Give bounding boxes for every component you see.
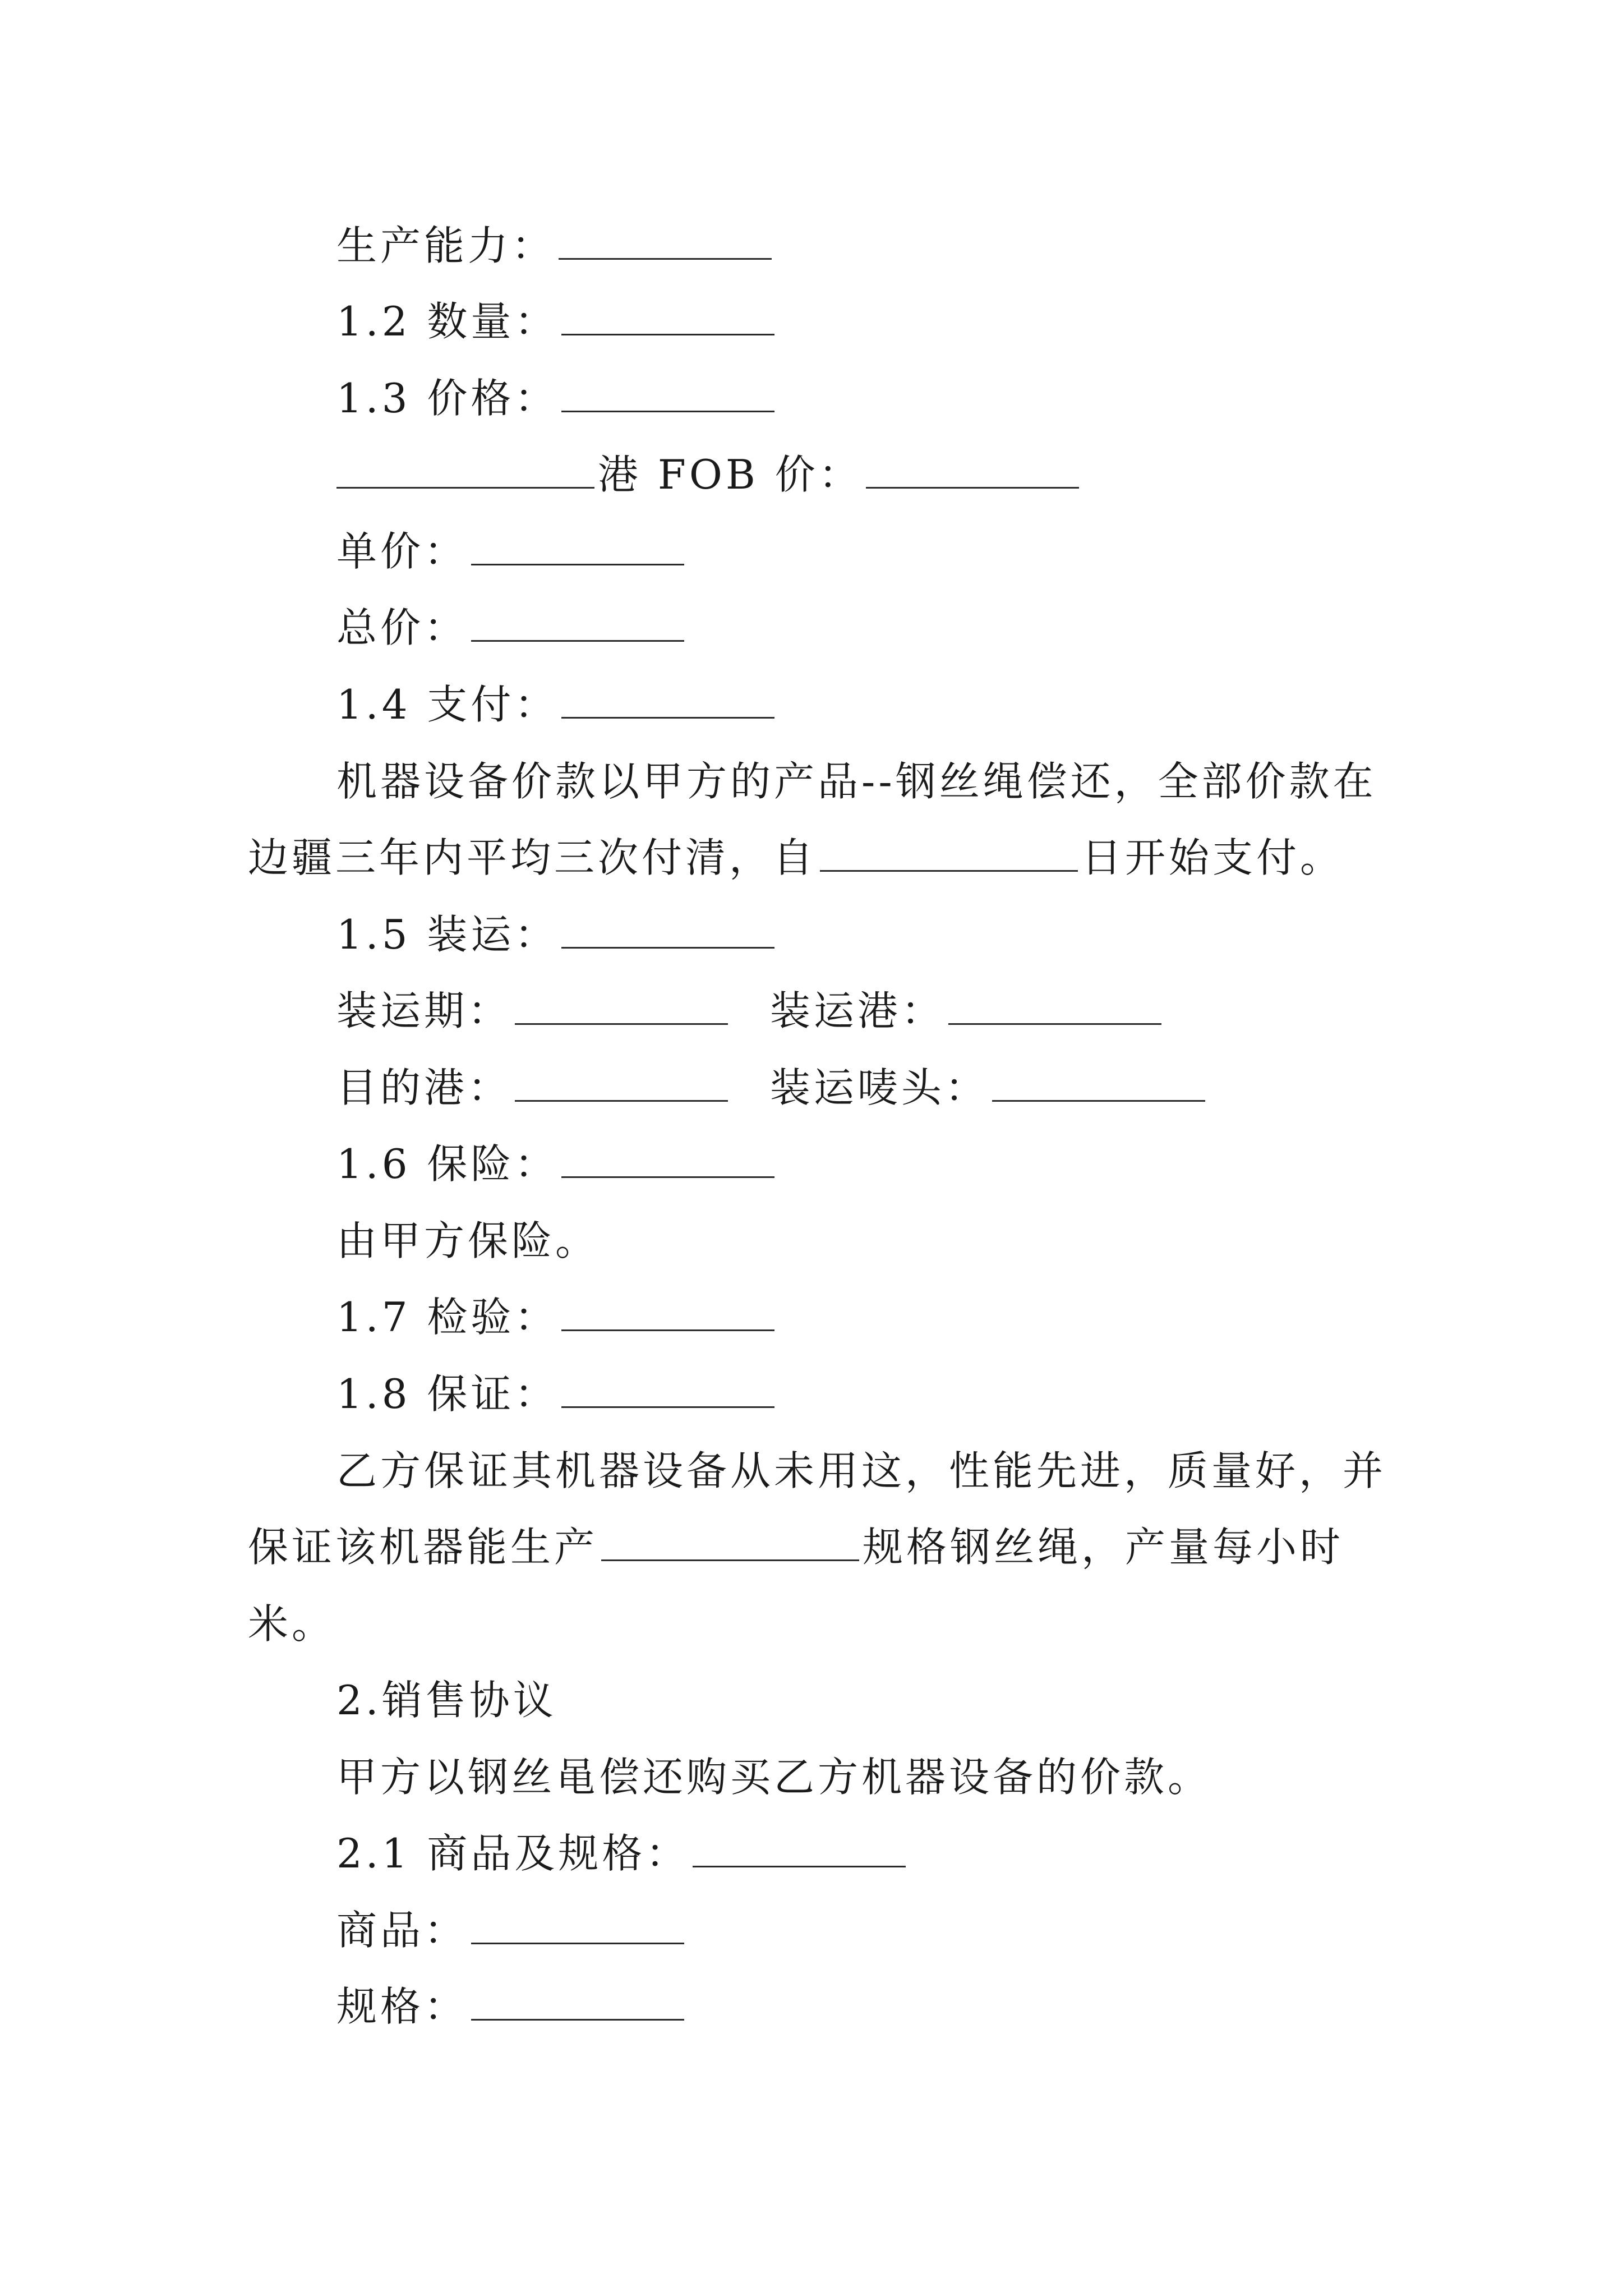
insurance-blank <box>561 1138 774 1178</box>
specification-blank <box>471 1981 684 2021</box>
port-name-blank <box>336 449 594 489</box>
payment-text-1: 机器设备价款以甲方的产品--钢丝绳偿还，全部价款在 <box>336 758 1377 805</box>
total-price-label: 总价： <box>336 604 468 651</box>
payment-text-2b: 日开始支付。 <box>1081 834 1344 881</box>
insurance-text: 由甲方保险。 <box>336 1217 600 1264</box>
unit-price-line <box>336 524 688 578</box>
quantity-blank <box>561 296 774 335</box>
shipment-port-blank <box>948 985 1161 1025</box>
guarantee-blank <box>561 1368 774 1408</box>
price-blank <box>561 372 774 412</box>
inspection-blank <box>561 1291 774 1331</box>
unit-price-label: 单价： <box>336 528 468 575</box>
sales-agreement-title: 2.销售协议 <box>336 1677 557 1724</box>
payment-text-line-1 <box>336 754 1377 808</box>
guarantee-text-line-1 <box>336 1444 1386 1498</box>
payment-text-line-2 <box>248 831 1344 885</box>
fob-price-line <box>336 448 1082 501</box>
total-price-line <box>336 601 688 655</box>
payment-line <box>336 678 778 731</box>
shipment-period-blank <box>515 985 728 1025</box>
shipment-blank <box>561 909 774 949</box>
guarantee-line <box>336 1367 778 1421</box>
guarantee-text-1: 乙方保证其机器设备从未用这，性能先进，质量好，并 <box>336 1447 1387 1494</box>
destination-mark-line <box>336 1061 1209 1115</box>
rope-spec-blank <box>601 1521 859 1561</box>
guarantee-text-3: 米。 <box>248 1600 336 1648</box>
goods-spec-label: 2.1 商品及规格： <box>336 1830 690 1877</box>
shipment-port-label: 装运港： <box>769 987 945 1034</box>
insurance-text-line <box>336 1214 599 1268</box>
fob-price-blank <box>866 449 1079 489</box>
sales-text-line <box>336 1750 1211 1804</box>
specification-label: 规格： <box>336 1983 468 2030</box>
price-line <box>336 371 778 425</box>
destination-port-blank <box>515 1062 728 1102</box>
shipment-label: 1.5 装运： <box>336 911 559 958</box>
payment-text-2a: 边疆三年内平均三次付清，自 <box>248 834 817 881</box>
quantity-label: 1.2 数量： <box>336 298 559 345</box>
production-capacity-label: 生产能力： <box>336 222 556 269</box>
shipment-period-label: 装运期： <box>336 987 512 1034</box>
shipping-mark-blank <box>992 1062 1205 1102</box>
goods-line <box>336 1903 688 1957</box>
guarantee-text-line-2 <box>248 1520 1344 1574</box>
production-capacity-line <box>336 219 775 273</box>
guarantee-text-2b: 规格钢丝绳，产量每小时 <box>863 1524 1344 1571</box>
sales-text: 甲方以钢丝黾偿还购买乙方机器设备的价款。 <box>336 1754 1212 1801</box>
guarantee-label: 1.8 保证： <box>336 1370 559 1418</box>
shipment-line <box>336 908 778 961</box>
destination-port-label: 目的港： <box>336 1064 512 1111</box>
total-price-blank <box>471 602 684 642</box>
goods-blank <box>471 1904 684 1944</box>
quantity-line <box>336 295 778 348</box>
payment-blank <box>561 679 774 719</box>
shipment-period-port-line <box>336 984 1165 1038</box>
guarantee-text-2a: 保证该机器能生产 <box>248 1524 598 1571</box>
goods-label: 商品： <box>336 1907 468 1954</box>
price-label: 1.3 价格： <box>336 375 559 422</box>
payment-start-date-blank <box>820 832 1078 872</box>
goods-spec-line <box>336 1826 909 1880</box>
shipping-mark-label: 装运唛头： <box>769 1064 989 1111</box>
inspection-line <box>336 1290 778 1344</box>
guarantee-text-line-3 <box>248 1597 335 1651</box>
specification-line <box>336 1980 688 2033</box>
payment-label: 1.4 支付： <box>336 681 559 728</box>
sales-agreement-heading <box>336 1673 557 1727</box>
inspection-label: 1.7 检验： <box>336 1294 559 1341</box>
production-capacity-blank <box>559 220 772 260</box>
fob-price-label: 港 FOB 价： <box>598 451 863 498</box>
unit-price-blank <box>471 526 684 565</box>
insurance-line <box>336 1137 778 1191</box>
insurance-label: 1.6 保险： <box>336 1140 559 1188</box>
goods-spec-blank <box>693 1828 906 1867</box>
